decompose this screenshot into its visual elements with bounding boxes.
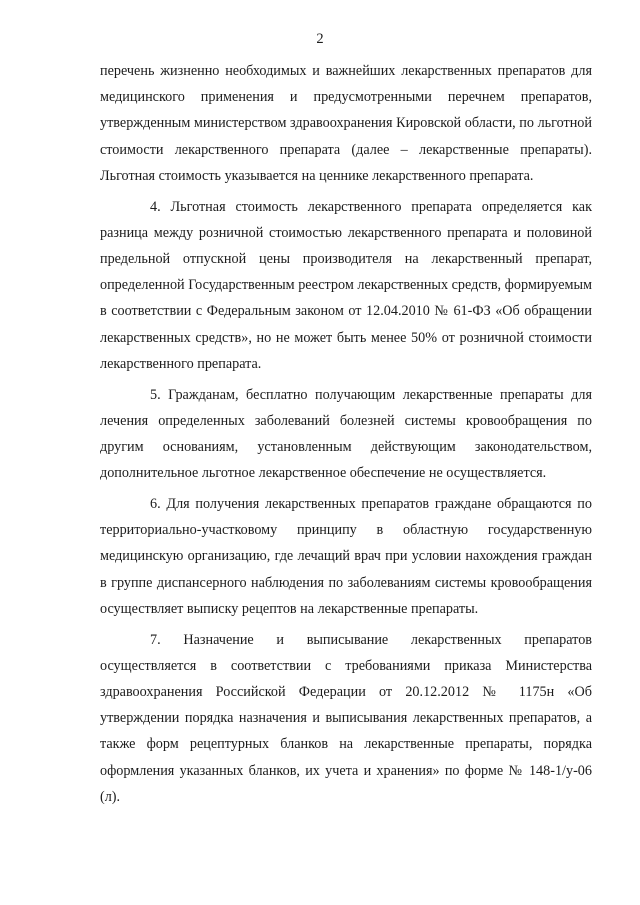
page-number: 2	[316, 31, 324, 47]
document-body	[100, 58, 592, 815]
paragraph-item-6: 6. Для получения лекарственных препаратов граждане обращаются по территориально-участковому принципу в областную государственную медицинскую организацию, где лечащий врач при условии нахождения граждан в группе диспансерного наблюдения по заболеваниям системы кровообращения осуществляет выписку рецептов на лекарственные препараты.	[100, 496, 592, 617]
paragraph-item-7	[100, 627, 592, 810]
paragraph-continuation: перечень жизненно необходимых и важнейших лекарственных препаратов для медицинского применения и предусмотренными перечнем препаратов, утвержденным министерством здравоохранения Кировской области, по льготной стоимости лекарственного препарата (далее – лекарственные препараты). Льготная стоимость указывается на ценнике лекарственного препарата.	[100, 63, 592, 184]
paragraph-item-5: 5. Гражданам, бесплатно получающим лекарственные препараты для лечения определенных заболеваний болезней системы кровообращения по другим основаниям, установленным действующим законодательством, дополнительное льготное лекарственное обеспечение не осуществляется.	[100, 386, 592, 482]
paragraph-item-7-body: осуществляется в соответствии с требованиями приказа Министерства здравоохранения Российской Федерации от 20.12.2012 № 1175н «Об утверждении порядка назначения и выписывания лекарственных препаратов, а также форм рецептурных бланков на лекарственные препараты, порядка оформления указанных бланков, их учета и хранения» по форме № 148-1/у-06 (л).	[100, 657, 592, 805]
paragraph-item-7-first-line: 7. Назначение и выписывание лекарственных препаратов	[150, 631, 592, 648]
paragraph-item-4: 4. Льготная стоимость лекарственного препарата определяется как разница между розничной стоимостью лекарственного препарата и половиной предельной отпускной цены производителя на лекарственный препарат, определенной Государственным реестром лекарственных средств, формируемым в соответствии с Федеральным законом от 12.04.2010 № 61-ФЗ «Об обращении лекарственных средств», но не может быть менее 50% от розничной стоимости лекарственного препарата.	[100, 198, 592, 372]
